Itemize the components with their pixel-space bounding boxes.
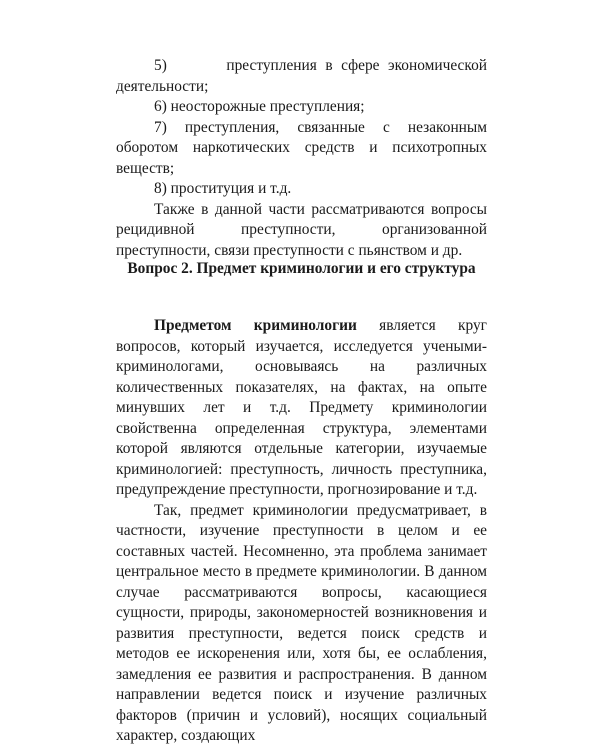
section-heading: Вопрос 2. Предмет криминологии и его структура <box>127 260 476 277</box>
main-text-block <box>116 316 487 747</box>
paragraph-recidivism: Также в данной части рассматриваются вопросы рецидивной преступности, организованной преступности, связи преступности с пьянством и др. <box>116 200 487 259</box>
list-item-7: 7) преступления, связанные с незаконным оборотом наркотических средств и психотропных веществ; <box>116 118 487 177</box>
list-item-5: 5) преступления в сфере экономической деятельности; <box>116 57 487 95</box>
bold-term: Предметом криминологии <box>154 317 357 334</box>
list-item-6: 6) неосторожные преступления; <box>154 98 365 115</box>
paragraph-structure: Так, предмет криминологии предусматривает, в частности, изучение преступности в целом и ее составных частей. Несомненно, эта проблема занимает центральное место в предмете криминологии. В данном случае рассматриваются вопросы, касающиеся сущности, природы, закономерностей возникновения и развития преступности, ведется поиск средств и методов ее искоренения или, хотя бы, ее ослабления, замедления ее развития и распространения. В данном направлении ведется поиск и изучение различных факторов (причин и условий), носящих социальный характер, создающих <box>116 501 487 744</box>
paragraph-subject-text: является круг вопросов, который изучается, исследуется учеными-криминологами, основываясь на различных количественных показателях, на фактах, на опыте минувших лет и т.д. Предмету криминологии свойственна определенная структура, элементами которой являются отдельные категории, изучаемые криминологией: преступность, личность преступника, предупреждение преступности, прогнозирование и т.д. <box>116 317 487 498</box>
paragraph-subject <box>116 316 487 501</box>
top-text-block <box>116 56 487 261</box>
list-item-8: 8) проституция и т.д. <box>154 180 292 197</box>
